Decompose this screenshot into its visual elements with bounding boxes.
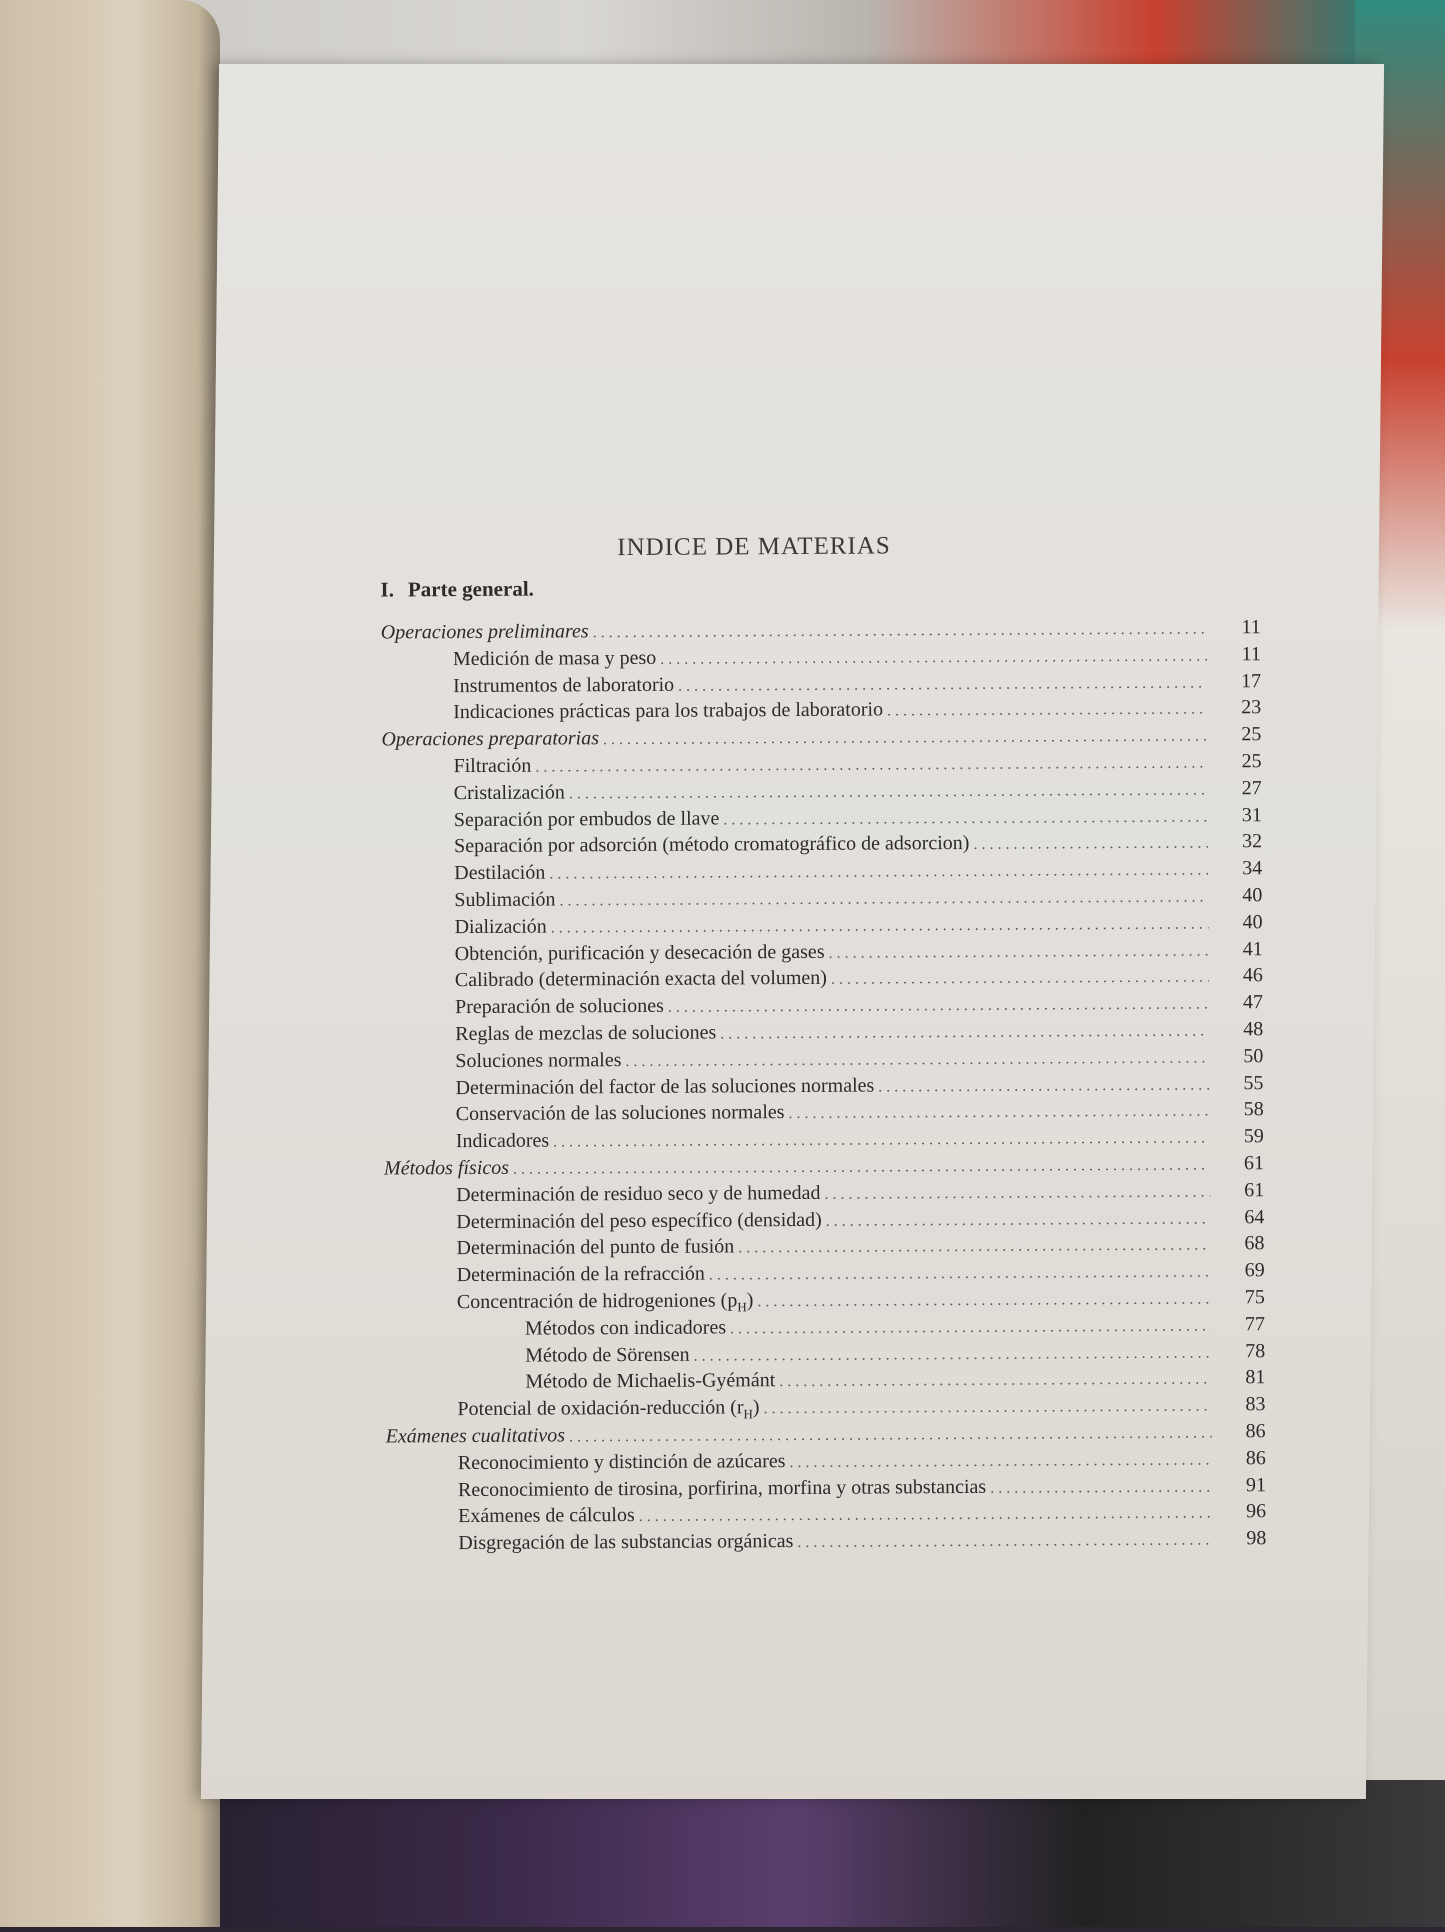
entry-label-text: Determinación del punto de fusión [456, 1235, 735, 1260]
part-heading [380, 577, 534, 603]
entry-label [525, 1316, 726, 1340]
entry-label-text: Filtración [453, 754, 532, 778]
entry-label-text: Medición de masa y peso [452, 646, 657, 670]
entry-label-text: Operaciones preliminares [380, 620, 589, 644]
page-number: 41 [1242, 937, 1263, 960]
entry-label [454, 807, 720, 832]
table-of-contents [381, 616, 1267, 1559]
page-number: 86 [1245, 1446, 1266, 1469]
entry-label-text: Disgregación de las substancias orgánicas [458, 1530, 794, 1555]
entry-label-text: Concentración de hidrogeniones (p [456, 1289, 738, 1314]
leader-dots [639, 1505, 1213, 1527]
entry-label-text: Destilación [454, 861, 546, 885]
entry-label-tail: ) [752, 1396, 760, 1419]
page-number: 68 [1244, 1232, 1265, 1255]
leader-dots [720, 1022, 1209, 1043]
entry-label-text: Exámenes de cálculos [458, 1504, 635, 1528]
leader-dots [559, 888, 1208, 910]
leader-dots [625, 1049, 1209, 1071]
page-number: 55 [1243, 1071, 1264, 1094]
page-number: 25 [1241, 750, 1262, 773]
entry-label [458, 1450, 786, 1475]
leader-dots [668, 996, 1209, 1017]
leader-dots [593, 621, 1207, 643]
leader-dots [779, 1371, 1211, 1392]
entry-label [457, 1289, 754, 1317]
entry-label-text: Método de Michaelis-Gyémánt [525, 1369, 776, 1393]
page-number: 58 [1243, 1098, 1264, 1121]
page-number: 17 [1240, 669, 1262, 692]
entry-label [456, 1101, 785, 1126]
page-number: 78 [1245, 1339, 1266, 1362]
leader-dots [678, 674, 1207, 695]
entry-label [456, 1130, 549, 1154]
leader-dots [513, 1156, 1210, 1178]
page-number: 50 [1243, 1044, 1264, 1068]
toc-entry [386, 1527, 1266, 1559]
entry-subscript: H [737, 1299, 747, 1315]
entry-label-text: Soluciones normales [455, 1048, 622, 1072]
entry-label [525, 1369, 775, 1394]
page-number: 32 [1241, 830, 1263, 853]
entry-label-text: Indicadores [455, 1129, 550, 1153]
leader-dots [887, 701, 1207, 721]
entry-label-text: Separación por adsorción (método cromatográfico de adsorcion) [453, 832, 970, 858]
entry-label-text: Dialización [454, 915, 547, 938]
leader-dots [789, 1451, 1211, 1472]
page-number: 40 [1242, 910, 1263, 934]
page-number: 75 [1244, 1286, 1265, 1309]
entry-label [456, 1208, 822, 1233]
leader-dots [764, 1398, 1212, 1419]
entry-label-text: Determinación del factor de las soluciones normales [455, 1074, 875, 1099]
entry-label [455, 1074, 874, 1100]
entry-label [456, 1182, 820, 1207]
page-number: 77 [1244, 1312, 1266, 1336]
entry-label-text: Métodos con indicadores [524, 1316, 727, 1340]
page-number: 61 [1244, 1178, 1265, 1202]
page-number: 83 [1245, 1393, 1266, 1416]
leader-dots [603, 728, 1208, 750]
entry-label [455, 940, 825, 965]
leader-dots [569, 1424, 1212, 1446]
entry-label [454, 832, 970, 858]
part-label: Parte general. [407, 576, 534, 602]
entry-label-text: Operaciones preparatorias [381, 727, 600, 751]
entry-label [454, 862, 545, 886]
page-number: 23 [1241, 696, 1262, 719]
leader-dots [788, 1103, 1209, 1124]
page-number: 91 [1245, 1473, 1267, 1496]
entry-label [455, 995, 664, 1019]
entry-label-text: Determinación de la refracción [456, 1262, 705, 1287]
part-number: I. [380, 577, 394, 602]
entry-label [453, 647, 656, 671]
page-number: 98 [1246, 1527, 1267, 1550]
entry-label-text: Calibrado (determinación exacta del volumen) [454, 967, 828, 992]
entry-subscript: H [743, 1406, 753, 1422]
entry-label-text: Cristalización [453, 781, 565, 804]
page-number: 34 [1242, 857, 1263, 880]
entry-label [453, 699, 883, 725]
leader-dots [730, 1317, 1211, 1338]
entry-label [386, 1424, 566, 1448]
leader-dots [878, 1076, 1209, 1096]
page-number: 64 [1244, 1205, 1265, 1228]
entry-label [457, 1396, 759, 1424]
leader-dots [569, 781, 1208, 803]
entry-label-text: Reconocimiento de tirosina, porfirina, morfina y otras substancias [457, 1475, 987, 1501]
entry-label-text: Obtención, purificación y desecación de gases [454, 940, 825, 965]
entry-label-text: Sublimación [454, 888, 556, 912]
entry-label [455, 1021, 716, 1046]
page-number: 81 [1245, 1366, 1266, 1389]
leader-dots [831, 969, 1209, 989]
entry-label [455, 1049, 621, 1073]
leader-dots [826, 1210, 1211, 1230]
leader-dots [535, 754, 1207, 776]
entry-label [381, 620, 589, 644]
entry-label-text: Método de Sörensen [525, 1343, 690, 1367]
entry-label [525, 1343, 690, 1367]
leader-dots [553, 1130, 1210, 1152]
entry-label-text: Preparación de soluciones [454, 994, 664, 1019]
leader-dots [990, 1478, 1212, 1497]
entry-label [458, 1530, 793, 1555]
leader-dots [973, 835, 1208, 854]
entry-label [384, 1157, 509, 1181]
page-number: 40 [1242, 884, 1263, 907]
page-number: 27 [1241, 776, 1262, 800]
entry-label [454, 781, 565, 805]
leader-dots [723, 808, 1208, 829]
entry-label [457, 1263, 705, 1288]
entry-label [453, 755, 531, 778]
leader-dots [549, 862, 1208, 884]
entry-label [458, 1504, 635, 1528]
leader-dots [709, 1264, 1211, 1285]
page-number: 96 [1246, 1500, 1267, 1523]
entry-label-text: Métodos físicos [383, 1156, 510, 1180]
leader-dots [797, 1532, 1212, 1553]
leader-dots [551, 915, 1209, 937]
entry-label-text: Exámenes cualitativos [385, 1424, 566, 1448]
page-number: 48 [1243, 1018, 1264, 1041]
entry-label-text: Indicaciones prácticas para los trabajos de laboratorio [453, 698, 884, 724]
page-number: 86 [1245, 1420, 1266, 1443]
entry-label [456, 1236, 734, 1261]
entry-label-text: Determinación de residuo seco y de humedad [456, 1181, 821, 1206]
entry-label-text: Conservación de las soluciones normales [455, 1101, 785, 1126]
page-number: 47 [1242, 991, 1264, 1014]
leader-dots [757, 1290, 1211, 1311]
entry-label [458, 1475, 986, 1501]
leader-dots [660, 647, 1207, 668]
page-number: 59 [1243, 1125, 1264, 1148]
page-number: 11 [1241, 642, 1261, 666]
entry-label-text: Determinación del peso específico (densidad) [456, 1208, 822, 1233]
leader-dots [829, 942, 1209, 962]
entry-label-text: Reglas de mezclas de soluciones [455, 1021, 717, 1046]
page-number: 46 [1242, 964, 1263, 987]
entry-label [453, 673, 674, 697]
page-title: INDICE DE MATERIAS [617, 532, 891, 562]
entry-label [454, 915, 546, 939]
page-number: 11 [1241, 616, 1261, 639]
entry-label-text: Separación por embudos de llave [453, 807, 720, 831]
entry-label [454, 888, 555, 912]
entry-label-text: Reconocimiento y distinción de azúcares [457, 1449, 786, 1474]
leader-dots [738, 1237, 1210, 1258]
leader-dots [694, 1344, 1212, 1365]
entry-label [381, 727, 599, 751]
page-number: 61 [1243, 1152, 1265, 1175]
page-number: 31 [1241, 803, 1262, 826]
page-number: 25 [1241, 723, 1262, 746]
entry-label-text: Instrumentos de laboratorio [453, 673, 675, 697]
leader-dots [824, 1183, 1210, 1203]
page-number: 69 [1244, 1259, 1265, 1282]
entry-label-tail: ) [746, 1289, 754, 1312]
entry-label-text: Potencial de oxidación-reducción (r [457, 1396, 744, 1421]
entry-label [455, 967, 827, 992]
